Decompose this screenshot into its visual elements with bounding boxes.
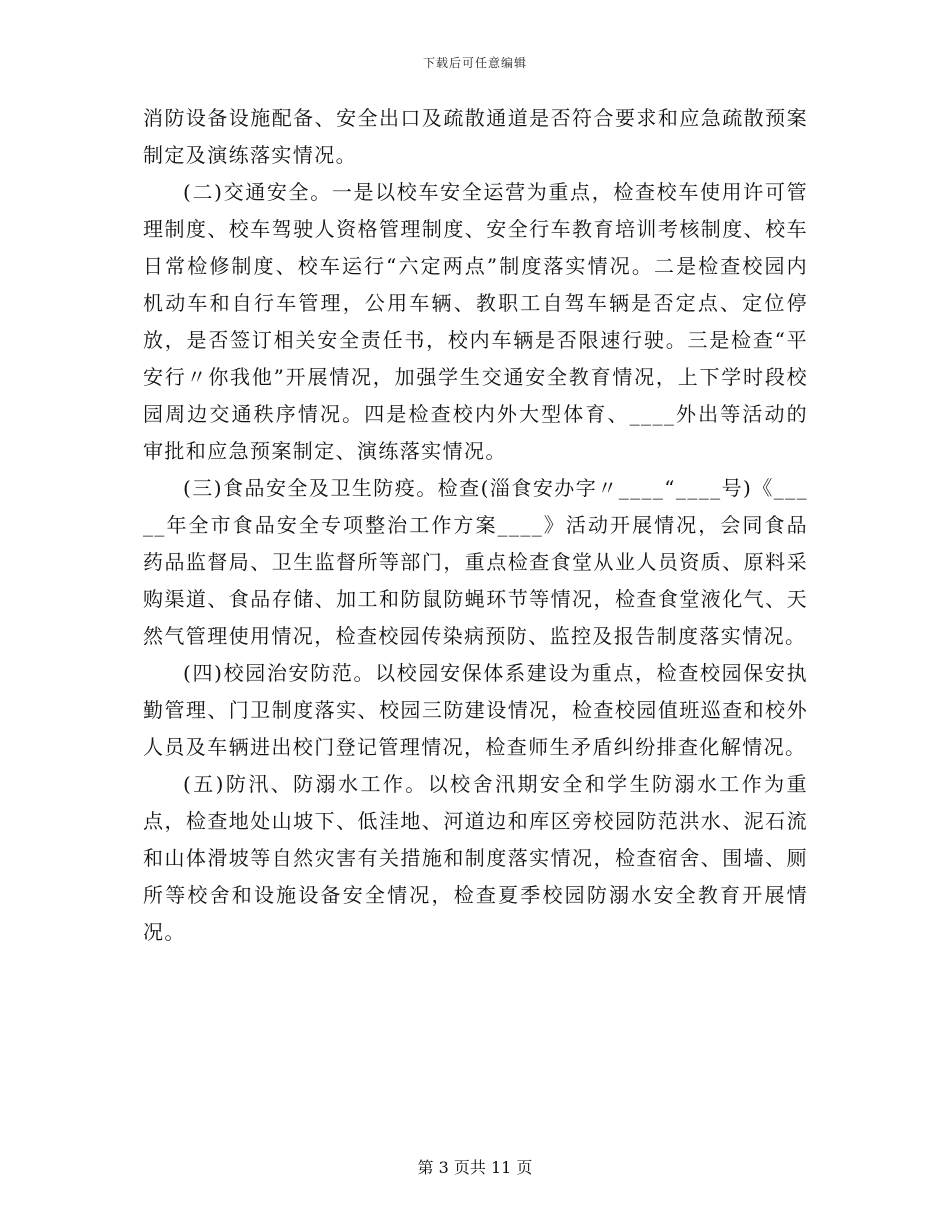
page-number-footer: 第 3 页共 11 页 <box>417 1158 533 1177</box>
paragraph-traffic-safety: (二)交通安全。一是以校车安全运营为重点，检查校车使用许可管理制度、校车驾驶人资格管理制度、安全行车教育培训考核制度、校车日常检修制度、校车运行“六定两点”制度落实情况。二是检查校园内机动车和自行车管理，公用车辆、教职工自驾车辆是否定点、定位停放，是否签订相关安全责任书，校内车辆是否限速行驶。三是检查“平安行〃你我他”开展情况，加强学生交通安全教育情况，上下学时段校园周边交通秩序情况。四是检查校内外大型体育、____外出等活动的审批和应急预案制定、演练落实情况。 <box>143 180 808 463</box>
document-body <box>143 100 808 951</box>
paragraph-fire-safety-continued: 消防设备设施配备、安全出口及疏散通道是否符合要求和应急疏散预案制定及演练落实情况。 <box>143 106 808 167</box>
paragraph-flood-drowning-prevention: (五)防汛、防溺水工作。以校舍汛期安全和学生防溺水工作为重点，检查地处山坡下、低洼地、河道边和库区旁校园防范洪水、泥石流和山体滑坡等自然灾害有关措施和制度落实情况，检查宿舍、围墙、厕所等校舍和设施设备安全情况，检查夏季校园防溺水安全教育开展情况。 <box>143 772 808 944</box>
paragraph-campus-security: (四)校园治安防范。以校园安保体系建设为重点，检查校园保安执勤管理、门卫制度落实、校园三防建设情况，检查校园值班巡查和校外人员及车辆进出校门登记管理情况，检查师生矛盾纠纷排查化解情况。 <box>143 661 808 759</box>
page-header: 下载后可任意编辑 <box>422 56 527 70</box>
paragraph-food-safety: (三)食品安全及卫生防疫。检查(淄食安办字〃____“____号)《_____年全市食品安全专项整治工作方案____》活动开展情况，会同食品药品监督局、卫生监督所等部门，重点检查食堂从业人员资质、原料采购渠道、食品存储、加工和防鼠防蝇环节等情况，检查食堂液化气、天然气管理使用情况，检查校园传染病预防、监控及报告制度落实情况。 <box>143 476 808 648</box>
